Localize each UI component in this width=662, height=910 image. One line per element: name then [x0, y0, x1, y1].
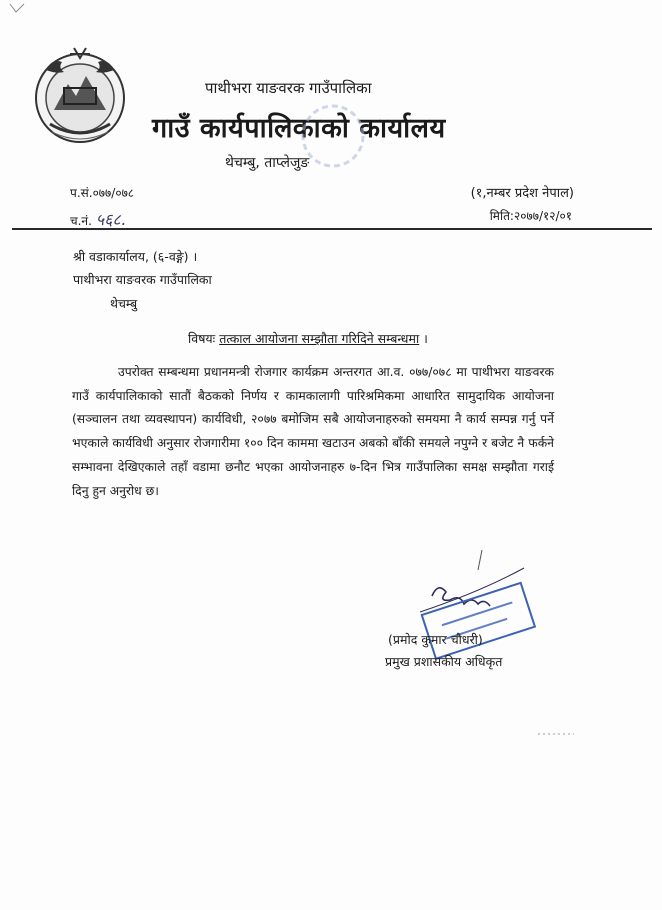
reference-number — [70, 184, 134, 201]
subject-end: । — [419, 331, 428, 346]
stray-marks-icon — [536, 730, 576, 738]
dispatch-value: ५६८. — [95, 210, 126, 229]
government-emblem-icon — [24, 40, 136, 152]
subject-label: विषयः — [188, 331, 216, 346]
subject-line — [188, 330, 428, 347]
reference-value: ०७७/०७८ — [92, 186, 135, 200]
dispatch-label: च.नं. — [70, 214, 92, 228]
office-location: थेचम्बु, ताप्लेजुङ — [225, 155, 310, 171]
letter-body: उपरोक्त सम्बन्धमा प्रधानमन्त्री रोजगार कार्यक्रम अन्तरगत आ.व. ०७७/०७८ मा पाथीभरा याङवरक गाउँ कार्यपालिकाको सातौं बैठकको निर्णय र कामकालागी पारिश्रमिकमा आधारित सामुदायिक आयोजना (सञ्चालन तथा व्यवस्थापन) कार्यविधी, २०७७ बमोजिम सबै आयोजनाहरुको समयमा नै कार्य सम्पन्न गर्नु पर्ने भएकाले कार्यविधी अनुसार रोजगारीमा १०० दिन काममा खटाउन अबको बाँकी समयले नपुग्ने र बजेट नै फर्कने सम्भावना देखिएकाले तहाँ वडामा छनौट भएका आयोजनाहरु ७-दिन भित्र गाउँपालिका समक्ष सम्झौता गराई दिनु हुन अनुरोध छ। — [72, 365, 554, 498]
stamp-watermark-icon — [300, 96, 366, 174]
subject-text: तत्काल आयोजना सम्झौता गरिदिने सम्बन्धमा — [219, 331, 420, 346]
dispatch-number — [70, 208, 126, 230]
reference-label: प.सं. — [70, 186, 93, 200]
recipient-line-1: श्री वडाकार्यालय, (६-वङ्गे) । — [73, 249, 198, 264]
office-title: गाउँ कार्यपालिकाको कार्यालय — [152, 113, 446, 144]
recipient-line-2: पाथीभरा याङवरक गाउँपालिका — [73, 272, 212, 287]
header-divider — [12, 228, 652, 230]
letter-date: मिति:२०७७/१२/०१ — [489, 209, 572, 223]
signatory-name: (प्रमोद कुमार चौधरी) — [388, 632, 483, 647]
municipality-name: पाथीभरा याङवरक गाउँपालिका — [205, 79, 372, 97]
recipient-line-3: थेचम्बु — [110, 296, 138, 311]
corner-mark-icon — [8, 2, 28, 16]
signatory-title: प्रमुख प्रशासकीय अधिकृत — [385, 654, 503, 669]
province-label: (१,नम्बर प्रदेश नेपाल) — [470, 186, 574, 201]
